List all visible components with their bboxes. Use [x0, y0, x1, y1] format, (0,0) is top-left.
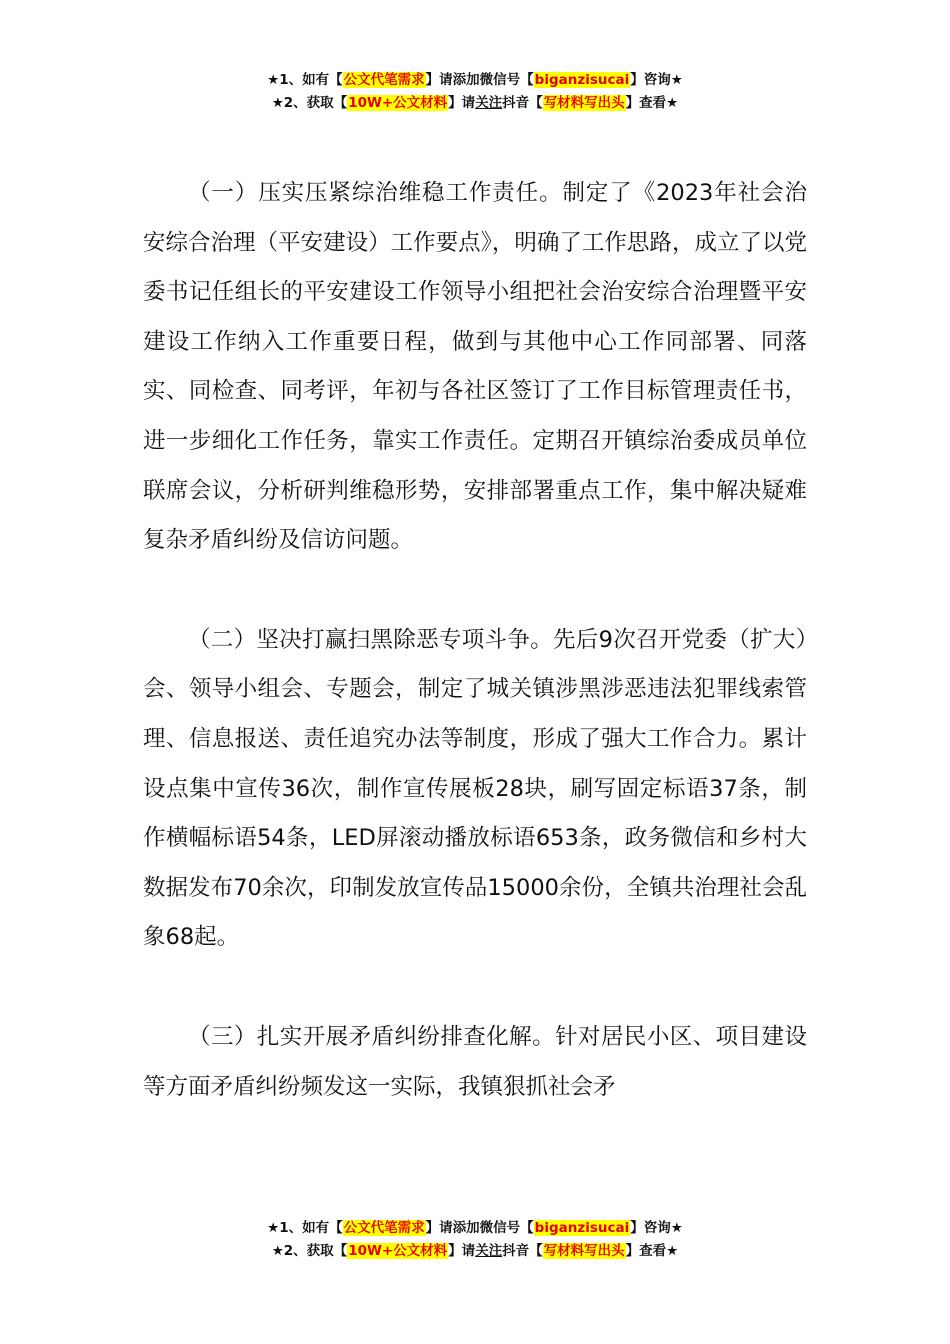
highlight-wechat-id: biganzisucai	[534, 1220, 630, 1236]
banner-line-2: ★2、获取【10W+公文材料】请关注抖音【写材料写出头】查看★	[271, 1243, 679, 1259]
highlight-materials: 10W+公文材料	[348, 95, 448, 111]
highlight-douyin-account: 写材料写出头	[543, 1243, 625, 1259]
paragraph-2: （二）坚决打赢扫黑除恶专项斗争。先后9次召开党委（扩大）会、领导小组会、专题会，制定了城关镇涉黑涉恶违法犯罪线索管理、信息报送、责任追究办法等制度，形成了强大工作合力。累计设点集中宣传36次，制作宣传展板28块，刷写固定标语37条，制作横幅标语54条，LED屏滚动播放标语653条，政务微信和乡村大数据发布70余次，印制发放宣传品15000余份，全镇共治理社会乱象68起。	[143, 626, 807, 951]
document-body	[143, 169, 807, 1112]
underlined-follow: 关注	[475, 1243, 503, 1259]
footer-banner	[0, 1217, 950, 1263]
highlight-materials: 10W+公文材料	[348, 1243, 448, 1259]
highlight-service: 公文代笔需求	[343, 1220, 425, 1236]
underlined-follow: 关注	[475, 95, 503, 111]
header-banner	[0, 69, 950, 115]
banner-line-2: ★2、获取【10W+公文材料】请关注抖音【写材料写出头】查看★	[271, 95, 679, 111]
highlight-douyin-account: 写材料写出头	[543, 95, 625, 111]
banner-line-1: ★1、如有【公文代笔需求】请添加微信号【biganzisucai】咨询★	[267, 72, 683, 88]
paragraph-3: （三）扎实开展矛盾纠纷排查化解。针对居民小区、项目建设等方面矛盾纠纷频发这一实际，我镇狠抓社会矛	[143, 1023, 807, 1100]
highlight-service: 公文代笔需求	[343, 72, 425, 88]
banner-line-1: ★1、如有【公文代笔需求】请添加微信号【biganzisucai】咨询★	[267, 1220, 683, 1236]
highlight-wechat-id: biganzisucai	[534, 72, 630, 88]
paragraph-1: （一）压实压紧综治维稳工作责任。制定了《2023年社会治安综合治理（平安建设）工作要点》，明确了工作思路，成立了以党委书记任组长的平安建设工作领导小组把社会治安综合治理暨平安建设工作纳入工作重要日程，做到与其他中心工作同部署、同落实、同检查、同考评，年初与各社区签订了工作目标管理责任书，进一步细化工作任务，靠实工作责任。定期召开镇综治委成员单位联席会议，分析研判维稳形势，安排部署重点工作，集中解决疑难复杂矛盾纠纷及信访问题。	[143, 180, 807, 554]
